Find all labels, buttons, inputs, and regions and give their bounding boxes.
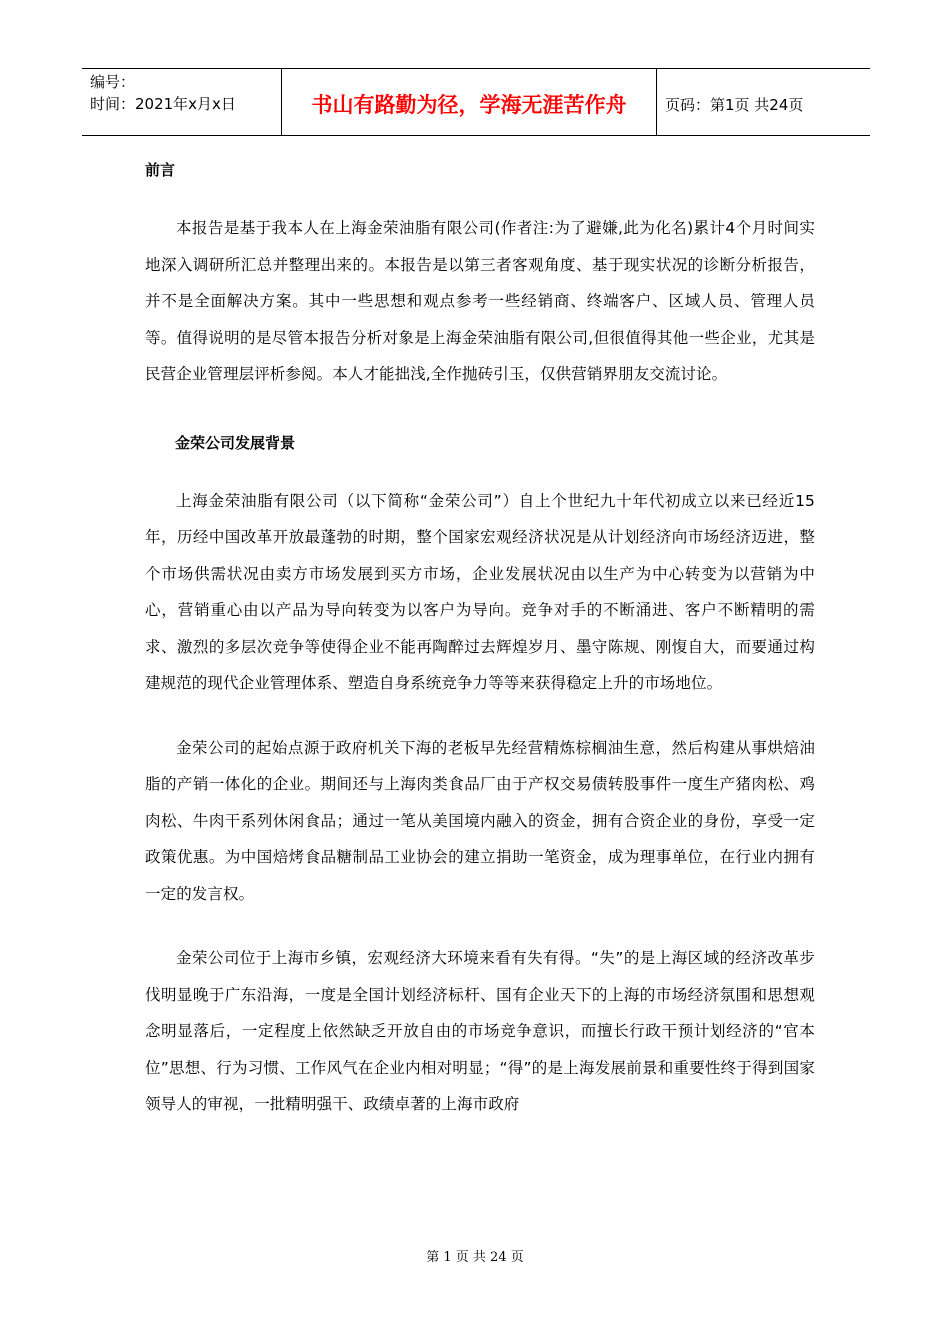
- preface-paragraph: 本报告是基于我本人在上海金荣油脂有限公司(作者注:为了避嫌,此为化名)累计4个月时间实地深入调研所汇总并整理出来的。本报告是以第三者客观角度、基于现实状况的诊断分析报告，并不是全面解决方案。其中一些思想和观点参考一些经销商、终端客户、区域人员、管理人员等。值得说明的是尽管本报告分析对象是上海金荣油脂有限公司,但很值得其他一些企业，尤其是民营企业管理层评析参阅。本人才能拙浅,全作抛砖引玉，仅供营销界朋友交流讨论。: [145, 219, 815, 383]
- page-footer: 第 1 页 共 24 页: [426, 1250, 524, 1265]
- preface-heading: 前言: [145, 161, 176, 179]
- background-paragraph-2: 金荣公司的起始点源于政府机关下海的老板早先经营精炼棕榈油生意，然后构建从事烘焙油脂的产销一体化的企业。期间还与上海肉类食品厂由于产权交易债转股事件一度生产猪肉松、鸡肉松、牛肉干系列休闲食品；通过一笔从美国境内融入的资金，拥有合资企业的身份，享受一定政策优惠。为中国焙烤食品糖制品工业协会的建立捐助一笔资金，成为理事单位，在行业内拥有一定的发言权。: [145, 738, 815, 903]
- document-body: [145, 150, 815, 1123]
- background-heading: 金荣公司发展背景: [175, 433, 296, 452]
- document-time-label: 时间：2021年x月x日: [90, 95, 236, 113]
- header-page-label: 页码：第1页 共24页: [665, 95, 804, 114]
- document-number-label: 编号：: [90, 73, 136, 91]
- background-paragraph-3: 金荣公司位于上海市乡镇，宏观经济大环境来看有失有得。“失”的是上海区域的经济改革步伐明显晚于广东沿海，一度是全国计划经济标杆、国有企业天下的上海的市场经济氛围和思想观念明显落后，一定程度上依然缺乏开放自由的市场竞争意识，而擅长行政干预计划经济的“官本位”思想、行为习惯、工作风气在企业内相对明显；“得”的是上海发展前景和重要性终于得到国家领导人的审视，一批精明强干、政绩卓著的上海市政府: [145, 949, 815, 1113]
- document-header: [82, 68, 870, 136]
- header-meta: [82, 69, 282, 135]
- background-paragraph-1: 上海金荣油脂有限公司（以下简称“金荣公司”）自上个世纪九十年代初成立以来已经近15年，历经中国改革开放最蓬勃的时期，整个国家宏观经济状况是从计划经济向市场经济迈进，整个市场供需状况由卖方市场发展到买方市场，企业发展状况由以生产为中心转变为以营销为中心，营销重心由以产品为导向转变为以客户为导向。竞争对手的不断涌进、客户不断精明的需求、激烈的多层次竞争等使得企业不能再陶醉过去辉煌岁月、墨守陈规、刚愎自大，而要通过构建规范的现代企业管理体系、塑造自身系统竞争力等等来获得稳定上升的市场地位。: [145, 491, 815, 692]
- header-motto: 书山有路勤为径，学海无涯苦作舟: [282, 69, 657, 135]
